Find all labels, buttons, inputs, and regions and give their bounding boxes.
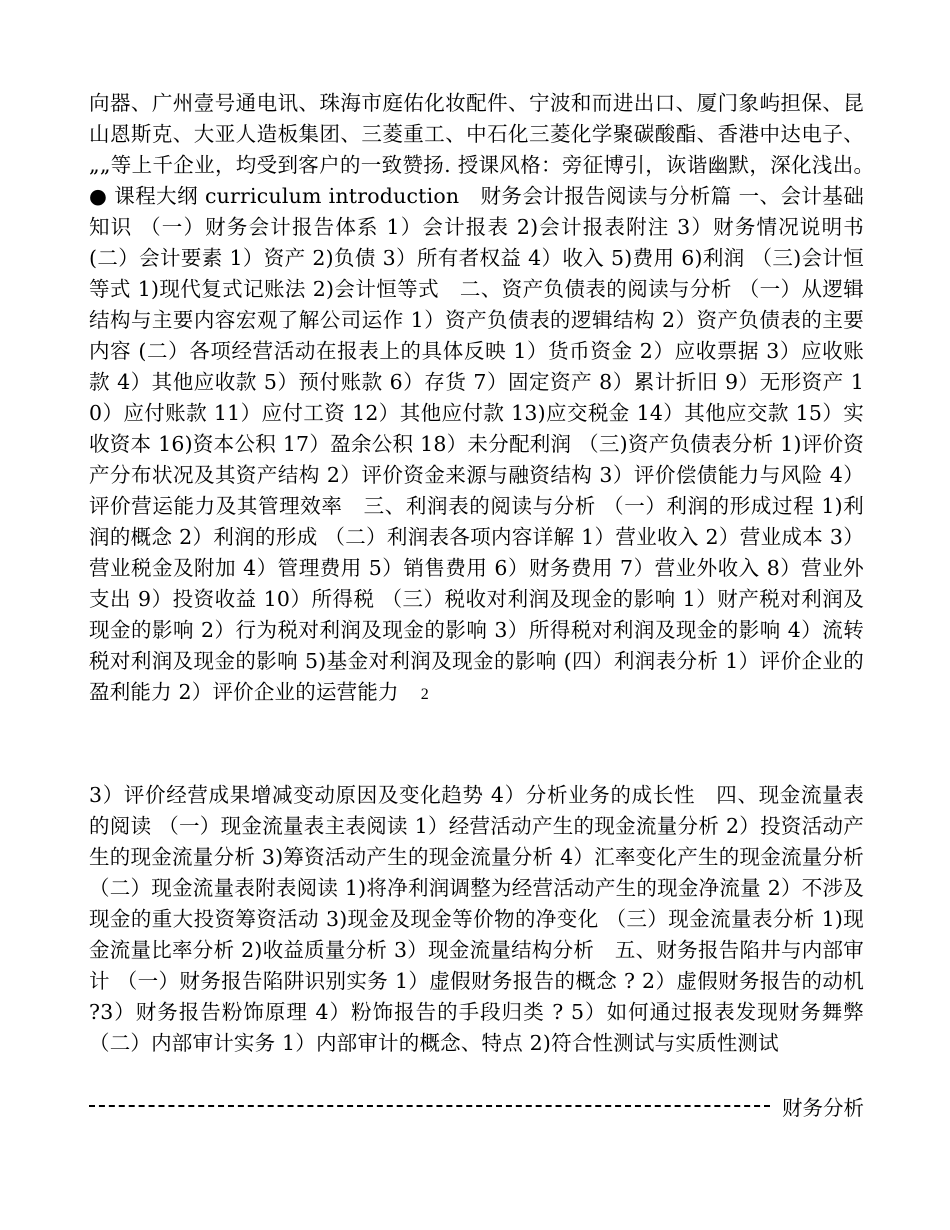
footer-divider (89, 1105, 770, 1107)
body-paragraph-2 (89, 780, 864, 1059)
paragraph-1-text: 向器、广州壹号通电讯、珠海市庭佑化妆配件、宁波和而进出口、厦门象屿担保、昆山恩斯克、大亚人造板集团、三菱重工、中石化三菱化学聚碳酸酯、香港中达电子、„„等上千企业，均受到客户的一致赞扬. 授课风格：旁征博引，诙谐幽默，深化浅出。 ● 课程大纲 curriculum introduction 财务会计报告阅读与分析篇 一、会计基础知识 （一）财务会计报告体系 1）会计报表 2)会计报表附注 3）财务情况说明书 (二）会计要素 1）资产 2)负债 3）所有者权益 4）收入 5)费用 6)利润 （三)会计恒等式 1)现代复式记账法 2)会计恒等式 二、资产负债表的阅读与分析 （一）从逻辑结构与主要内容宏观了解公司运作 1）资产负债表的逻辑结构 2）资产负债表的主要内容 (二）各项经营活动在报表上的具体反映 1）货币资金 2）应收票据 3）应收账款 4）其他应收款 5）预付账款 6）存货 7）固定资产 8）累计折旧 9）无形资产 10）应付账款 11）应付工资 12）其他应付款 13)应交税金 14）其他应交款 15）实收资本 16)资本公积 17）盈余公积 18）未分配利润 （三)资产负债表分析 1)评价资产分布状况及其资产结构 2）评价资金来源与融资结构 3）评价偿债能力与风险 4）评价营运能力及其管理效率 三、利润表的阅读与分析 （一）利润的形成过程 1)利润的概念 2）利润的形成 （二）利润表各项内容详解 1）营业收入 2）营业成本 3）营业税金及附加 4）管理费用 5）销售费用 6）财务费用 7）营业外收入 8）营业外支出 9）投资收益 10）所得税 （三）税收对利润及现金的影响 1）财产税对利润及现金的影响 2）行为税对利润及现金的影响 3）所得税对利润及现金的影响 4）流转税对利润及现金的影响 5)基金对利润及现金的影响 (四）利润表分析 1）评价企业的盈利能力 2）评价企业的运营能力 (89, 91, 885, 704)
footer-label: 财务分析 (782, 1096, 864, 1120)
page-number: 2 (420, 686, 429, 703)
page-footer (89, 1090, 864, 1122)
body-paragraph-1 (89, 88, 885, 710)
paragraph-2-text: 3）评价经营成果增减变动原因及变化趋势 4）分析业务的成长性 四、现金流量表的阅读 （一）现金流量表主表阅读 1）经营活动产生的现金流量分析 2）投资活动产生的现金流量分析 3)筹资活动产生的现金流量分析 4）汇率变化产生的现金流量分析 （二）现金流量表附表阅读 1)将净利润调整为经营活动产生的现金净流量 2）不涉及现金的重大投资筹资活动 3)现金及现金等价物的净变化 （三）现金流量表分析 1)现金流量比率分析 2)收益质量分析 3）现金流量结构分析 五、财务报告陷井与内部审计 （一）财务报告陷阱识别实务 1）虚假财务报告的概念 ? 2）虚假财务报告的动机 ?3）财务报告粉饰原理 4）粉饰报告的手段归类 ? 5）如何通过报表发现财务舞弊 （二）内部审计实务 1）内部审计的概念、特点 2)符合性测试与实质性测试 (89, 783, 864, 1055)
